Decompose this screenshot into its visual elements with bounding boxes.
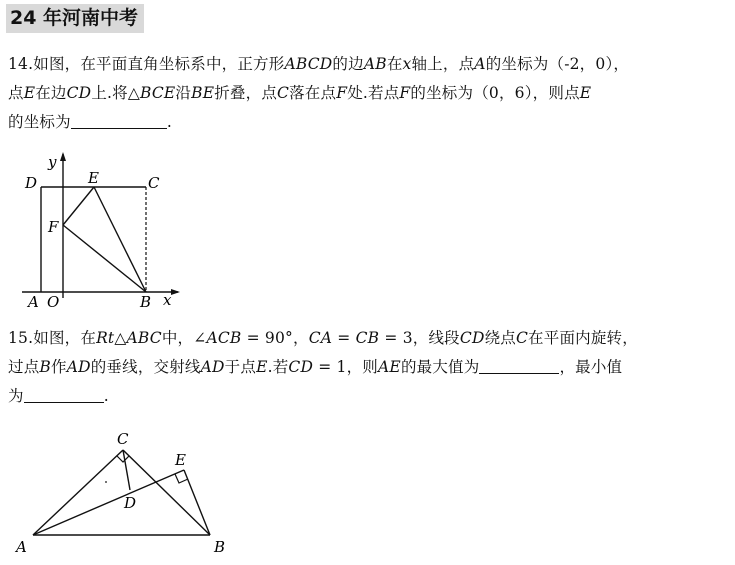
q15-max-answer-blank[interactable] xyxy=(479,355,559,374)
q14-answer-blank[interactable] xyxy=(71,110,167,129)
label-C: C xyxy=(148,174,160,192)
segment-BE xyxy=(184,470,210,535)
segment-FE xyxy=(63,187,94,225)
right-angle-C xyxy=(117,456,129,462)
label-O: O xyxy=(47,293,60,310)
segment-AC xyxy=(33,450,123,535)
label-E: E xyxy=(175,451,186,469)
y-axis-arrow xyxy=(60,152,66,161)
segment-FB xyxy=(63,225,146,292)
ray-AE xyxy=(33,470,184,535)
label-x: x xyxy=(163,291,172,309)
q14-line-3: 的坐标为 . xyxy=(8,108,728,137)
dot-mark xyxy=(105,481,107,483)
label-y: y xyxy=(48,153,57,171)
question-14-text xyxy=(8,50,728,137)
label-C: C xyxy=(117,430,129,448)
q15-min-answer-blank[interactable] xyxy=(24,384,104,403)
label-D: D xyxy=(25,174,38,192)
label-B: B xyxy=(140,293,152,310)
label-A: A xyxy=(16,538,27,556)
question-15-text xyxy=(8,324,728,411)
q14-line-2: 点E在边CD上.将△BCE沿BE折叠，点C落在点F处.若点F的坐标为（0，6），则点E xyxy=(8,84,592,102)
segment-CB xyxy=(123,450,210,535)
label-F: F xyxy=(48,218,59,236)
q15-line-1: 15.如图，在Rt△ABC中，∠ACB = 90°，CA = CB = 3，线段CD绕点C在平面内旋转， xyxy=(8,329,638,347)
q15-line-3: 为 . xyxy=(8,382,728,411)
segment-EB xyxy=(94,187,146,292)
label-D: D xyxy=(124,494,137,512)
label-E: E xyxy=(88,169,99,187)
q15-line-2: 过点B作AD的垂线，交射线AD于点E.若CD = 1，则AE的最大值为 ，最小值 xyxy=(8,353,728,382)
label-B: B xyxy=(214,538,226,556)
q15-figure xyxy=(10,425,240,560)
section-heading: 24 年河南中考 xyxy=(6,4,144,33)
x-axis-arrow xyxy=(171,289,180,295)
q14-figure xyxy=(20,150,190,310)
q14-line-1: 14.如图，在平面直角坐标系中，正方形ABCD的边AB在x轴上，点A的坐标为（-2，0）， xyxy=(8,55,630,73)
label-A: A xyxy=(28,293,39,310)
